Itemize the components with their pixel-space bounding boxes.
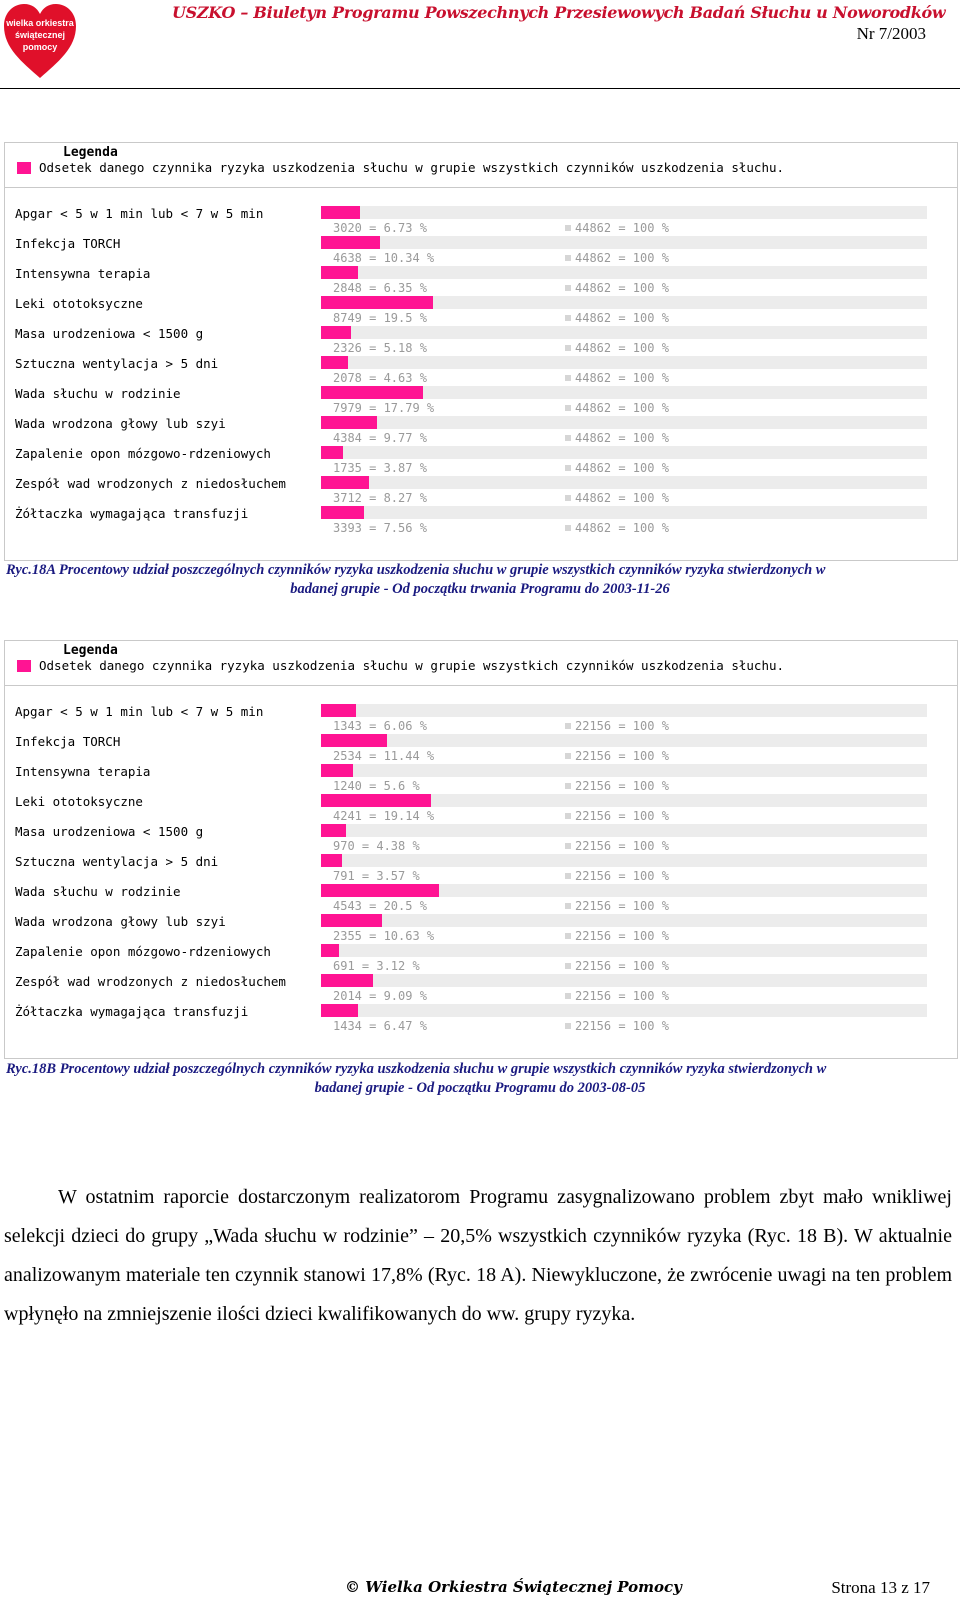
bar-track (321, 734, 927, 747)
risk-factor-label: Leki ototoksyczne (15, 296, 143, 311)
risk-factor-label: Zapalenie opon mózgowo-rdzeniowych (15, 944, 271, 959)
caption-line: Ryc.18B Procentowy udział poszczególnych czynników ryzyka uszkodzenia słuchu w grupie wszystkich czynników ryzyka stwierdzonych w (6, 1061, 827, 1077)
total-marker (565, 723, 571, 729)
total-value-label: 22156 = 100 % (575, 899, 669, 913)
risk-factor-label: Masa urodzeniowa < 1500 g (15, 326, 204, 341)
legend (5, 143, 957, 188)
bar-track (321, 446, 927, 459)
bar-track (321, 266, 927, 279)
risk-factor-label: Wada wrodzona głowy lub szyi (15, 416, 226, 431)
total-value-label: 22156 = 100 % (575, 1019, 669, 1033)
bar-track (321, 854, 927, 867)
total-value-label: 44862 = 100 % (575, 431, 669, 445)
total-marker (565, 375, 571, 381)
total-value-label: 22156 = 100 % (575, 779, 669, 793)
risk-factor-label: Wada wrodzona głowy lub szyi (15, 914, 226, 929)
total-marker (565, 813, 571, 819)
risk-factor-label: Intensywna terapia (15, 266, 151, 281)
bar-value-label: 8749 = 19.5 % (333, 311, 427, 325)
bar-value (321, 266, 358, 279)
bar-value-label: 4384 = 9.77 % (333, 431, 427, 445)
total-marker (565, 525, 571, 531)
figure-18a-caption (0, 561, 960, 599)
body-paragraph-text: W ostatnim raporcie dostarczonym realizatorom Programu zasygnalizowano problem zbyt mało wnikliwej selekcji dzieci do grupy „Wada słuchu w rodzinie” – 20,5% wszystkich czynników ryzyka (Ryc. 18 B). W aktualnie analizowanym materiale ten czynnik stanowi 17,8% (Ryc. 18 A). Niewykluczone, że zwrócenie uwagi na ten problem wpłynęło na zmniejszenie ilości dzieci kwalifikowanych do ww. grupy ryzyka. (4, 1186, 952, 1325)
risk-factor-label: Sztuczna wentylacja > 5 dni (15, 854, 219, 869)
total-marker (565, 405, 571, 411)
total-value-label: 44862 = 100 % (575, 341, 669, 355)
total-marker (565, 255, 571, 261)
bar-value-label: 1434 = 6.47 % (333, 1019, 427, 1033)
bar-track (321, 704, 927, 717)
bar-value-label: 2355 = 10.63 % (333, 929, 435, 943)
bar-value-label: 1240 = 5.6 % (333, 779, 420, 793)
bar-track (321, 326, 927, 339)
total-value-label: 44862 = 100 % (575, 461, 669, 475)
bar-value (321, 764, 353, 777)
total-value-label: 44862 = 100 % (575, 251, 669, 265)
risk-factor-label: Leki ototoksyczne (15, 794, 143, 809)
total-value-label: 44862 = 100 % (575, 491, 669, 505)
total-marker (565, 435, 571, 441)
risk-factor-label: Masa urodzeniowa < 1500 g (15, 824, 204, 839)
bar-track (321, 236, 927, 249)
total-marker (565, 495, 571, 501)
bar-track (321, 974, 927, 987)
total-marker (565, 1023, 571, 1029)
total-marker (565, 465, 571, 471)
risk-factor-label: Wada słuchu w rodzinie (15, 386, 181, 401)
svg-text:pomocy: pomocy (22, 42, 58, 52)
risk-factor-label: Żółtaczka wymagająca transfuzji (15, 506, 249, 521)
total-value-label: 22156 = 100 % (575, 719, 669, 733)
bar-value-label: 3393 = 7.56 % (333, 521, 427, 535)
bar-value (321, 506, 364, 519)
footer-copyright: © Wielka Orkiestra Świątecznej Pomocy (345, 1578, 682, 1596)
body-paragraph (4, 1178, 952, 1334)
risk-factor-label: Sztuczna wentylacja > 5 dni (15, 356, 219, 371)
bar-track (321, 944, 927, 957)
bar-value (321, 296, 433, 309)
bar-value-label: 970 = 4.38 % (333, 839, 420, 853)
bar-value (321, 884, 439, 897)
total-value-label: 22156 = 100 % (575, 839, 669, 853)
legend-swatch (17, 660, 31, 672)
bar-value (321, 326, 351, 339)
legend-swatch (17, 162, 31, 174)
caption-line: Ryc.18A Procentowy udział poszczególnych czynników ryzyka uszkodzenia słuchu w grupie wszystkich czynników ryzyka stwierdzonych w (6, 562, 826, 578)
issue-number: Nr 7/2003 (856, 24, 926, 43)
bar-track (321, 476, 927, 489)
bar-value-label: 2326 = 5.18 % (333, 341, 427, 355)
bar-value-label: 1343 = 6.06 % (333, 719, 427, 733)
total-marker (565, 933, 571, 939)
bar-value-label: 2078 = 4.63 % (333, 371, 427, 385)
bar-value (321, 824, 346, 837)
total-value-label: 22156 = 100 % (575, 929, 669, 943)
legend-text: Odsetek danego czynnika ryzyka uszkodzenia słuchu w grupie wszystkich czynników uszkodzenia słuchu. (39, 160, 785, 175)
total-marker (565, 753, 571, 759)
total-marker (565, 345, 571, 351)
bar-value-label: 2534 = 11.44 % (333, 749, 435, 763)
bulletin-title: USZKO – Biuletyn Programu Powszechnych Przesiewowych Badań Słuchu u Noworodków (172, 3, 946, 22)
total-value-label: 22156 = 100 % (575, 869, 669, 883)
risk-factor-label: Apgar < 5 w 1 min lub < 7 w 5 min (15, 704, 264, 719)
total-marker (565, 963, 571, 969)
total-value-label: 44862 = 100 % (575, 311, 669, 325)
bar-value (321, 974, 373, 987)
risk-factor-label: Zespół wad wrodzonych z niedosłuchem (15, 476, 286, 491)
total-value-label: 22156 = 100 % (575, 959, 669, 973)
risk-factor-label: Zapalenie opon mózgowo-rdzeniowych (15, 446, 271, 461)
bar-value-label: 4638 = 10.34 % (333, 251, 435, 265)
total-marker (565, 843, 571, 849)
total-marker (565, 903, 571, 909)
total-marker (565, 225, 571, 231)
svg-text:wielka orkiestra: wielka orkiestra (6, 18, 74, 28)
risk-factor-label: Intensywna terapia (15, 764, 151, 779)
bar-track (321, 356, 927, 369)
legend-title: Legenda (63, 643, 118, 658)
legend-title: Legenda (63, 145, 118, 160)
bar-track (321, 764, 927, 777)
bar-value-label: 2014 = 9.09 % (333, 989, 427, 1003)
bar-track (321, 914, 927, 927)
total-marker (565, 285, 571, 291)
total-value-label: 44862 = 100 % (575, 521, 669, 535)
bar-track (321, 824, 927, 837)
bar-value-label: 3712 = 8.27 % (333, 491, 427, 505)
bar-value (321, 854, 342, 867)
bar-value (321, 734, 387, 747)
risk-factor-label: Wada słuchu w rodzinie (15, 884, 181, 899)
wosp-heart-logo (2, 2, 78, 80)
risk-factor-label: Infekcja TORCH (15, 236, 121, 251)
total-value-label: 22156 = 100 % (575, 749, 669, 763)
bar-value-label: 3020 = 6.73 % (333, 221, 427, 235)
caption-line: badanej grupie - Od początku Programu do 2003-08-05 (314, 1080, 646, 1096)
bar-value-label: 791 = 3.57 % (333, 869, 420, 883)
bar-value (321, 704, 356, 717)
bar-track (321, 416, 927, 429)
bar-value-label: 691 = 3.12 % (333, 959, 420, 973)
total-marker (565, 993, 571, 999)
risk-factor-label: Infekcja TORCH (15, 734, 121, 749)
bar-value (321, 206, 360, 219)
bar-value (321, 236, 380, 249)
bar-value-label: 2848 = 6.35 % (333, 281, 427, 295)
bar-value (321, 794, 431, 807)
bar-value-label: 4241 = 19.14 % (333, 809, 435, 823)
bar-value (321, 356, 348, 369)
risk-factor-label: Żółtaczka wymagająca transfuzji (15, 1004, 249, 1019)
bar-value-label: 4543 = 20.5 % (333, 899, 427, 913)
total-marker (565, 783, 571, 789)
bar-value-label: 7979 = 17.79 % (333, 401, 435, 415)
total-value-label: 44862 = 100 % (575, 371, 669, 385)
bar-value (321, 1004, 358, 1017)
risk-factor-label: Zespół wad wrodzonych z niedosłuchem (15, 974, 286, 989)
total-marker (565, 315, 571, 321)
bar-track (321, 206, 927, 219)
bar-value (321, 386, 423, 399)
bar-track (321, 1004, 927, 1017)
svg-text:świątecznej: świątecznej (14, 30, 66, 40)
bar-value (321, 914, 382, 927)
page-number: Strona 13 z 17 (831, 1578, 930, 1597)
caption-line: badanej grupie - Od początku trwania Programu do 2003-11-26 (290, 581, 670, 597)
figure-18b-chart (4, 640, 958, 1059)
figure-18b-caption (0, 1060, 960, 1098)
risk-factor-label: Apgar < 5 w 1 min lub < 7 w 5 min (15, 206, 264, 221)
bar-value (321, 416, 377, 429)
bar-track (321, 506, 927, 519)
figure-18a-chart (4, 142, 958, 561)
total-value-label: 22156 = 100 % (575, 809, 669, 823)
legend (5, 641, 957, 686)
bar-value (321, 446, 343, 459)
total-value-label: 44862 = 100 % (575, 221, 669, 235)
bar-value (321, 476, 369, 489)
bar-value-label: 1735 = 3.87 % (333, 461, 427, 475)
legend-text: Odsetek danego czynnika ryzyka uszkodzenia słuchu w grupie wszystkich czynników uszkodzenia słuchu. (39, 658, 785, 673)
total-marker (565, 873, 571, 879)
total-value-label: 44862 = 100 % (575, 281, 669, 295)
total-value-label: 22156 = 100 % (575, 989, 669, 1003)
bar-value (321, 944, 339, 957)
header-divider (0, 88, 960, 89)
total-value-label: 44862 = 100 % (575, 401, 669, 415)
